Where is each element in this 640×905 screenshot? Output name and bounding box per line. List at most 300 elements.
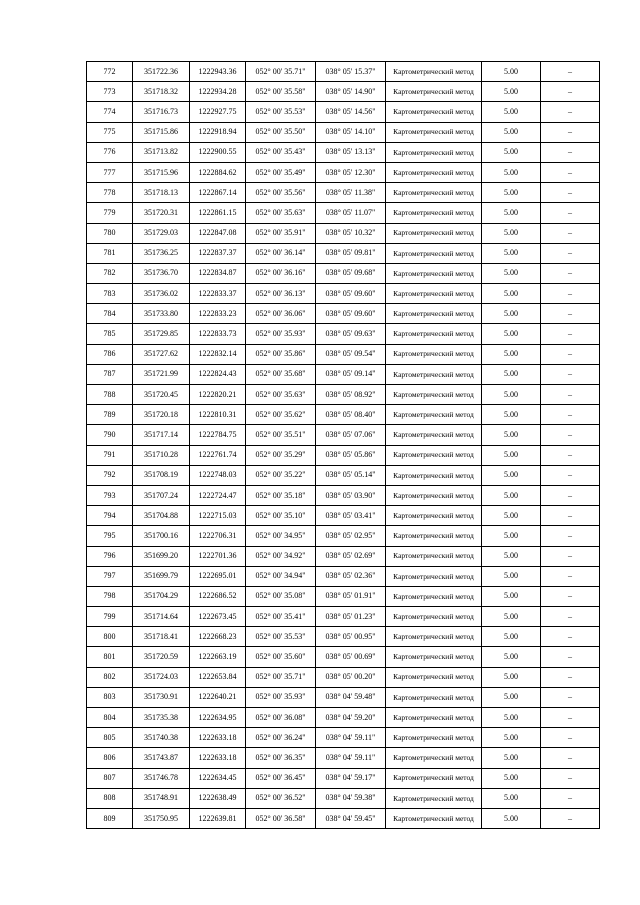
method-cell: Картометрический метод	[386, 324, 482, 344]
latitude-cell: 052° 00' 35.86"	[246, 344, 316, 364]
coordinate-y-cell: 1222847.08	[190, 223, 246, 243]
table-row	[87, 405, 600, 425]
point-number-cell: 792	[87, 465, 133, 485]
note-cell: –	[541, 223, 600, 243]
note-cell: –	[541, 183, 600, 203]
accuracy-cell: 5.00	[482, 465, 541, 485]
method-cell: Картометрический метод	[386, 405, 482, 425]
point-number-cell: 777	[87, 162, 133, 182]
latitude-cell: 052° 00' 35.53"	[246, 627, 316, 647]
longitude-cell: 038° 04' 59.45"	[316, 808, 386, 828]
table-row	[87, 708, 600, 728]
coordinate-y-cell: 1222820.21	[190, 385, 246, 405]
note-cell: –	[541, 243, 600, 263]
accuracy-cell: 5.00	[482, 667, 541, 687]
point-number-cell: 780	[87, 223, 133, 243]
point-number-cell: 784	[87, 304, 133, 324]
note-cell: –	[541, 142, 600, 162]
longitude-cell: 038° 05' 08.40"	[316, 405, 386, 425]
point-number-cell: 807	[87, 768, 133, 788]
point-number-cell: 803	[87, 687, 133, 707]
accuracy-cell: 5.00	[482, 122, 541, 142]
note-cell: –	[541, 768, 600, 788]
coordinate-y-cell: 1222784.75	[190, 425, 246, 445]
coordinate-y-cell: 1222640.21	[190, 687, 246, 707]
longitude-cell: 038° 05' 09.60"	[316, 304, 386, 324]
coordinate-x-cell: 351748.91	[133, 788, 190, 808]
method-cell: Картометрический метод	[386, 627, 482, 647]
table-row	[87, 647, 600, 667]
method-cell: Картометрический метод	[386, 506, 482, 526]
method-cell: Картометрический метод	[386, 526, 482, 546]
point-number-cell: 801	[87, 647, 133, 667]
coordinate-x-cell: 351736.25	[133, 243, 190, 263]
table-row	[87, 546, 600, 566]
table-row	[87, 788, 600, 808]
method-cell: Картометрический метод	[386, 344, 482, 364]
accuracy-cell: 5.00	[482, 768, 541, 788]
point-number-cell: 802	[87, 667, 133, 687]
coordinate-x-cell: 351743.87	[133, 748, 190, 768]
coordinate-y-cell: 1222900.55	[190, 142, 246, 162]
table-row	[87, 364, 600, 384]
point-number-cell: 774	[87, 102, 133, 122]
accuracy-cell: 5.00	[482, 748, 541, 768]
table-row	[87, 203, 600, 223]
note-cell: –	[541, 364, 600, 384]
point-number-cell: 800	[87, 627, 133, 647]
method-cell: Картометрический метод	[386, 102, 482, 122]
longitude-cell: 038° 05' 09.63"	[316, 324, 386, 344]
coordinate-y-cell: 1222867.14	[190, 183, 246, 203]
table-body	[87, 62, 600, 829]
latitude-cell: 052° 00' 35.22"	[246, 465, 316, 485]
coordinate-y-cell: 1222833.37	[190, 284, 246, 304]
point-number-cell: 789	[87, 405, 133, 425]
latitude-cell: 052° 00' 35.43"	[246, 142, 316, 162]
latitude-cell: 052° 00' 36.06"	[246, 304, 316, 324]
method-cell: Картометрический метод	[386, 465, 482, 485]
note-cell: –	[541, 203, 600, 223]
accuracy-cell: 5.00	[482, 647, 541, 667]
coordinate-x-cell: 351718.32	[133, 82, 190, 102]
table-row	[87, 243, 600, 263]
latitude-cell: 052° 00' 35.60"	[246, 647, 316, 667]
coordinate-y-cell: 1222748.03	[190, 465, 246, 485]
longitude-cell: 038° 05' 14.90"	[316, 82, 386, 102]
table-row	[87, 122, 600, 142]
point-number-cell: 787	[87, 364, 133, 384]
point-number-cell: 776	[87, 142, 133, 162]
coordinate-y-cell: 1222633.18	[190, 748, 246, 768]
method-cell: Картометрический метод	[386, 385, 482, 405]
longitude-cell: 038° 05' 02.36"	[316, 566, 386, 586]
table-row	[87, 445, 600, 465]
longitude-cell: 038° 05' 02.69"	[316, 546, 386, 566]
coordinate-y-cell: 1222943.36	[190, 62, 246, 82]
coordinate-y-cell: 1222701.36	[190, 546, 246, 566]
longitude-cell: 038° 04' 59.38"	[316, 788, 386, 808]
accuracy-cell: 5.00	[482, 788, 541, 808]
table-row	[87, 183, 600, 203]
method-cell: Картометрический метод	[386, 808, 482, 828]
note-cell: –	[541, 546, 600, 566]
table-row	[87, 263, 600, 283]
latitude-cell: 052° 00' 35.50"	[246, 122, 316, 142]
coordinate-y-cell: 1222715.03	[190, 506, 246, 526]
longitude-cell: 038° 04' 59.20"	[316, 708, 386, 728]
method-cell: Картометрический метод	[386, 304, 482, 324]
accuracy-cell: 5.00	[482, 304, 541, 324]
coordinate-x-cell: 351715.96	[133, 162, 190, 182]
point-number-cell: 785	[87, 324, 133, 344]
accuracy-cell: 5.00	[482, 405, 541, 425]
point-number-cell: 773	[87, 82, 133, 102]
table-row	[87, 344, 600, 364]
accuracy-cell: 5.00	[482, 263, 541, 283]
coordinate-y-cell: 1222834.87	[190, 263, 246, 283]
method-cell: Картометрический метод	[386, 586, 482, 606]
note-cell: –	[541, 405, 600, 425]
table-row	[87, 728, 600, 748]
table-row	[87, 506, 600, 526]
latitude-cell: 052° 00' 35.58"	[246, 82, 316, 102]
point-number-cell: 794	[87, 506, 133, 526]
note-cell: –	[541, 808, 600, 828]
latitude-cell: 052° 00' 34.94"	[246, 566, 316, 586]
longitude-cell: 038° 05' 08.92"	[316, 385, 386, 405]
longitude-cell: 038° 05' 14.56"	[316, 102, 386, 122]
coordinate-y-cell: 1222833.23	[190, 304, 246, 324]
longitude-cell: 038° 05' 11.38"	[316, 183, 386, 203]
note-cell: –	[541, 324, 600, 344]
longitude-cell: 038° 04' 59.17"	[316, 768, 386, 788]
latitude-cell: 052° 00' 35.56"	[246, 183, 316, 203]
coordinate-y-cell: 1222934.28	[190, 82, 246, 102]
accuracy-cell: 5.00	[482, 607, 541, 627]
point-number-cell: 786	[87, 344, 133, 364]
coordinate-x-cell: 351729.85	[133, 324, 190, 344]
table-row	[87, 385, 600, 405]
coordinate-x-cell: 351699.79	[133, 566, 190, 586]
table-row	[87, 425, 600, 445]
note-cell: –	[541, 445, 600, 465]
coordinate-y-cell: 1222724.47	[190, 485, 246, 505]
latitude-cell: 052° 00' 35.93"	[246, 324, 316, 344]
accuracy-cell: 5.00	[482, 425, 541, 445]
latitude-cell: 052° 00' 36.24"	[246, 728, 316, 748]
coordinate-y-cell: 1222673.45	[190, 607, 246, 627]
coordinate-x-cell: 351727.62	[133, 344, 190, 364]
coordinates-table	[86, 61, 600, 829]
coordinate-x-cell: 351733.80	[133, 304, 190, 324]
table-row	[87, 607, 600, 627]
table-row	[87, 284, 600, 304]
accuracy-cell: 5.00	[482, 385, 541, 405]
coordinate-y-cell: 1222634.45	[190, 768, 246, 788]
accuracy-cell: 5.00	[482, 344, 541, 364]
method-cell: Картометрический метод	[386, 708, 482, 728]
longitude-cell: 038° 05' 00.69"	[316, 647, 386, 667]
longitude-cell: 038° 05' 00.95"	[316, 627, 386, 647]
note-cell: –	[541, 748, 600, 768]
method-cell: Картометрический метод	[386, 607, 482, 627]
point-number-cell: 798	[87, 586, 133, 606]
latitude-cell: 052° 00' 36.58"	[246, 808, 316, 828]
method-cell: Картометрический метод	[386, 485, 482, 505]
longitude-cell: 038° 05' 00.20"	[316, 667, 386, 687]
note-cell: –	[541, 465, 600, 485]
longitude-cell: 038° 05' 15.37"	[316, 62, 386, 82]
coordinate-x-cell: 351720.45	[133, 385, 190, 405]
method-cell: Картометрический метод	[386, 243, 482, 263]
method-cell: Картометрический метод	[386, 748, 482, 768]
accuracy-cell: 5.00	[482, 708, 541, 728]
point-number-cell: 806	[87, 748, 133, 768]
point-number-cell: 799	[87, 607, 133, 627]
table-row	[87, 304, 600, 324]
method-cell: Картометрический метод	[386, 364, 482, 384]
point-number-cell: 805	[87, 728, 133, 748]
accuracy-cell: 5.00	[482, 526, 541, 546]
table-row	[87, 324, 600, 344]
coordinate-x-cell: 351717.14	[133, 425, 190, 445]
point-number-cell: 779	[87, 203, 133, 223]
coordinate-y-cell: 1222927.75	[190, 102, 246, 122]
point-number-cell: 795	[87, 526, 133, 546]
note-cell: –	[541, 647, 600, 667]
note-cell: –	[541, 607, 600, 627]
coordinate-x-cell: 351720.59	[133, 647, 190, 667]
accuracy-cell: 5.00	[482, 82, 541, 102]
table-row	[87, 566, 600, 586]
latitude-cell: 052° 00' 36.14"	[246, 243, 316, 263]
table-row	[87, 667, 600, 687]
coordinate-y-cell: 1222824.43	[190, 364, 246, 384]
accuracy-cell: 5.00	[482, 566, 541, 586]
coordinate-x-cell: 351730.91	[133, 687, 190, 707]
longitude-cell: 038° 05' 03.90"	[316, 485, 386, 505]
point-number-cell: 790	[87, 425, 133, 445]
latitude-cell: 052° 00' 35.62"	[246, 405, 316, 425]
point-number-cell: 808	[87, 788, 133, 808]
latitude-cell: 052° 00' 35.71"	[246, 667, 316, 687]
longitude-cell: 038° 05' 10.32"	[316, 223, 386, 243]
latitude-cell: 052° 00' 35.93"	[246, 687, 316, 707]
note-cell: –	[541, 708, 600, 728]
method-cell: Картометрический метод	[386, 183, 482, 203]
coordinate-x-cell: 351740.38	[133, 728, 190, 748]
coordinate-y-cell: 1222639.81	[190, 808, 246, 828]
note-cell: –	[541, 162, 600, 182]
coordinate-x-cell: 351710.28	[133, 445, 190, 465]
accuracy-cell: 5.00	[482, 243, 541, 263]
point-number-cell: 788	[87, 385, 133, 405]
latitude-cell: 052° 00' 35.49"	[246, 162, 316, 182]
table-row	[87, 748, 600, 768]
note-cell: –	[541, 385, 600, 405]
latitude-cell: 052° 00' 35.51"	[246, 425, 316, 445]
latitude-cell: 052° 00' 35.53"	[246, 102, 316, 122]
coordinate-x-cell: 351714.64	[133, 607, 190, 627]
longitude-cell: 038° 05' 12.30"	[316, 162, 386, 182]
coordinate-x-cell: 351736.70	[133, 263, 190, 283]
note-cell: –	[541, 62, 600, 82]
coordinate-y-cell: 1222832.14	[190, 344, 246, 364]
coordinate-y-cell: 1222861.15	[190, 203, 246, 223]
coordinate-x-cell: 351736.02	[133, 284, 190, 304]
accuracy-cell: 5.00	[482, 627, 541, 647]
method-cell: Картометрический метод	[386, 223, 482, 243]
table-row	[87, 142, 600, 162]
point-number-cell: 793	[87, 485, 133, 505]
latitude-cell: 052° 00' 35.63"	[246, 385, 316, 405]
longitude-cell: 038° 05' 13.13"	[316, 142, 386, 162]
note-cell: –	[541, 82, 600, 102]
latitude-cell: 052° 00' 35.68"	[246, 364, 316, 384]
method-cell: Картометрический метод	[386, 62, 482, 82]
latitude-cell: 052° 00' 34.95"	[246, 526, 316, 546]
coordinate-x-cell: 351713.82	[133, 142, 190, 162]
coordinate-y-cell: 1222634.95	[190, 708, 246, 728]
note-cell: –	[541, 788, 600, 808]
note-cell: –	[541, 425, 600, 445]
accuracy-cell: 5.00	[482, 102, 541, 122]
accuracy-cell: 5.00	[482, 728, 541, 748]
latitude-cell: 052° 00' 36.08"	[246, 708, 316, 728]
method-cell: Картометрический метод	[386, 546, 482, 566]
point-number-cell: 783	[87, 284, 133, 304]
coordinate-x-cell: 351707.24	[133, 485, 190, 505]
point-number-cell: 778	[87, 183, 133, 203]
accuracy-cell: 5.00	[482, 445, 541, 465]
coordinate-x-cell: 351729.03	[133, 223, 190, 243]
accuracy-cell: 5.00	[482, 586, 541, 606]
table-row	[87, 465, 600, 485]
point-number-cell: 791	[87, 445, 133, 465]
method-cell: Картометрический метод	[386, 82, 482, 102]
note-cell: –	[541, 344, 600, 364]
note-cell: –	[541, 526, 600, 546]
latitude-cell: 052° 00' 35.29"	[246, 445, 316, 465]
note-cell: –	[541, 667, 600, 687]
coordinate-x-cell: 351724.03	[133, 667, 190, 687]
table-row	[87, 223, 600, 243]
note-cell: –	[541, 263, 600, 283]
latitude-cell: 052° 00' 34.92"	[246, 546, 316, 566]
table-row	[87, 162, 600, 182]
point-number-cell: 804	[87, 708, 133, 728]
latitude-cell: 052° 00' 35.41"	[246, 607, 316, 627]
latitude-cell: 052° 00' 36.52"	[246, 788, 316, 808]
method-cell: Картометрический метод	[386, 667, 482, 687]
coordinate-y-cell: 1222695.01	[190, 566, 246, 586]
latitude-cell: 052° 00' 36.45"	[246, 768, 316, 788]
table-row	[87, 526, 600, 546]
coordinate-x-cell: 351718.41	[133, 627, 190, 647]
note-cell: –	[541, 586, 600, 606]
coordinate-x-cell: 351746.78	[133, 768, 190, 788]
accuracy-cell: 5.00	[482, 324, 541, 344]
longitude-cell: 038° 05' 14.10"	[316, 122, 386, 142]
longitude-cell: 038° 05' 07.06"	[316, 425, 386, 445]
coordinate-x-cell: 351716.73	[133, 102, 190, 122]
note-cell: –	[541, 687, 600, 707]
note-cell: –	[541, 284, 600, 304]
longitude-cell: 038° 05' 11.07"	[316, 203, 386, 223]
coordinate-x-cell: 351708.19	[133, 465, 190, 485]
coordinate-x-cell: 351720.18	[133, 405, 190, 425]
point-number-cell: 782	[87, 263, 133, 283]
accuracy-cell: 5.00	[482, 284, 541, 304]
table-row	[87, 102, 600, 122]
accuracy-cell: 5.00	[482, 203, 541, 223]
point-number-cell: 772	[87, 62, 133, 82]
table-row	[87, 768, 600, 788]
accuracy-cell: 5.00	[482, 485, 541, 505]
longitude-cell: 038° 04' 59.48"	[316, 687, 386, 707]
coordinate-x-cell: 351704.29	[133, 586, 190, 606]
point-number-cell: 781	[87, 243, 133, 263]
longitude-cell: 038° 05' 01.91"	[316, 586, 386, 606]
longitude-cell: 038° 05' 09.60"	[316, 284, 386, 304]
note-cell: –	[541, 485, 600, 505]
longitude-cell: 038° 05' 05.14"	[316, 465, 386, 485]
method-cell: Картометрический метод	[386, 263, 482, 283]
method-cell: Картометрический метод	[386, 647, 482, 667]
coordinate-x-cell: 351715.86	[133, 122, 190, 142]
latitude-cell: 052° 00' 35.10"	[246, 506, 316, 526]
accuracy-cell: 5.00	[482, 808, 541, 828]
coordinate-x-cell: 351735.38	[133, 708, 190, 728]
latitude-cell: 052° 00' 35.71"	[246, 62, 316, 82]
longitude-cell: 038° 05' 02.95"	[316, 526, 386, 546]
coordinate-x-cell: 351750.95	[133, 808, 190, 828]
longitude-cell: 038° 05' 05.86"	[316, 445, 386, 465]
point-number-cell: 796	[87, 546, 133, 566]
method-cell: Картометрический метод	[386, 425, 482, 445]
longitude-cell: 038° 04' 59.11"	[316, 728, 386, 748]
accuracy-cell: 5.00	[482, 687, 541, 707]
longitude-cell: 038° 05' 09.54"	[316, 344, 386, 364]
latitude-cell: 052° 00' 36.13"	[246, 284, 316, 304]
table-row	[87, 586, 600, 606]
coordinate-x-cell: 351722.36	[133, 62, 190, 82]
coordinate-x-cell: 351704.88	[133, 506, 190, 526]
coordinate-y-cell: 1222833.73	[190, 324, 246, 344]
method-cell: Картометрический метод	[386, 284, 482, 304]
table-row	[87, 687, 600, 707]
coordinate-x-cell: 351721.99	[133, 364, 190, 384]
method-cell: Картометрический метод	[386, 122, 482, 142]
latitude-cell: 052° 00' 36.35"	[246, 748, 316, 768]
coordinate-y-cell: 1222837.37	[190, 243, 246, 263]
longitude-cell: 038° 05' 09.14"	[316, 364, 386, 384]
point-number-cell: 797	[87, 566, 133, 586]
latitude-cell: 052° 00' 35.18"	[246, 485, 316, 505]
coordinate-y-cell: 1222918.94	[190, 122, 246, 142]
method-cell: Картометрический метод	[386, 687, 482, 707]
coordinate-y-cell: 1222663.19	[190, 647, 246, 667]
latitude-cell: 052° 00' 35.91"	[246, 223, 316, 243]
table-row	[87, 82, 600, 102]
coordinate-y-cell: 1222653.84	[190, 667, 246, 687]
method-cell: Картометрический метод	[386, 445, 482, 465]
longitude-cell: 038° 05' 09.68"	[316, 263, 386, 283]
coordinate-y-cell: 1222633.18	[190, 728, 246, 748]
latitude-cell: 052° 00' 35.63"	[246, 203, 316, 223]
method-cell: Картометрический метод	[386, 566, 482, 586]
